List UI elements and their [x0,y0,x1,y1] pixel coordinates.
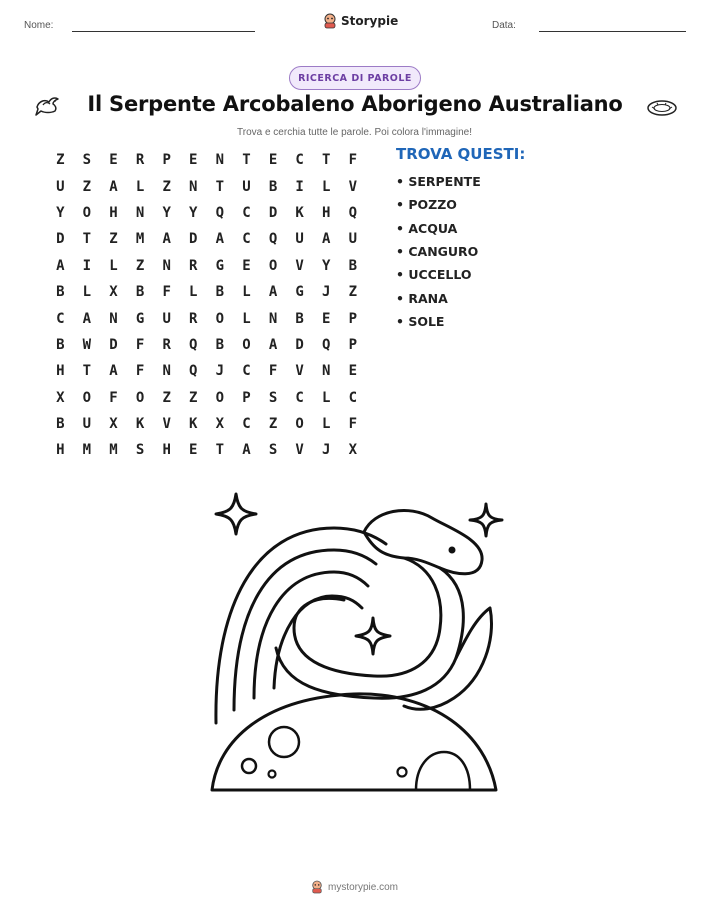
grid-cell[interactable]: D [295,336,304,353]
grid-cell[interactable]: Z [189,389,198,406]
grid-cell[interactable]: G [295,284,304,301]
grid-cell[interactable]: K [189,416,198,433]
grid-cell[interactable]: U [295,231,304,248]
grid-cell[interactable]: D [268,204,278,221]
grid-cell[interactable]: Y [322,257,331,274]
word-list-item: • CANGURO [396,244,479,260]
grid-cell[interactable]: X [56,389,65,406]
grid-cell[interactable]: D [189,231,198,248]
grid-cell[interactable]: R [162,336,171,353]
grid-cell[interactable]: T [82,231,92,248]
grid-cell[interactable]: V [162,416,171,433]
grid-cell[interactable]: P [348,336,358,353]
grid-cell[interactable]: L [242,310,251,327]
grid-cell[interactable]: A [109,363,118,380]
grid-cell[interactable]: O [82,389,92,406]
grid-cell[interactable]: N [322,363,331,380]
grid-cell[interactable]: Z [82,178,92,195]
grid-cell[interactable]: Z [348,284,358,301]
grid-cell[interactable]: O [135,389,145,406]
grid-cell[interactable]: L [322,389,331,406]
grid-cell[interactable]: Q [348,204,358,221]
grid-cell[interactable]: J [322,442,331,459]
grid-cell[interactable]: N [189,178,198,195]
grid-cell[interactable]: D [56,231,65,248]
word-list-item: • UCCELLO [396,267,472,283]
grid-cell[interactable]: L [189,284,198,301]
grid-cell[interactable]: S [82,152,92,169]
grid-cell[interactable]: R [189,257,198,274]
grid-cell[interactable]: O [215,310,225,327]
grid-cell[interactable]: L [322,178,331,195]
footer [0,880,709,894]
grid-cell[interactable]: L [322,416,331,433]
grid-cell[interactable]: A [82,310,92,327]
grid-cell[interactable]: Z [162,389,171,406]
grid-cell[interactable]: S [268,389,278,406]
grid-cell[interactable]: C [242,231,251,248]
grid-cell[interactable]: Z [109,231,118,248]
grid-cell[interactable]: U [242,178,251,195]
grid-cell[interactable]: R [135,152,145,169]
grid-cell[interactable]: A [162,231,171,248]
grid-cell[interactable]: D [109,336,118,353]
grid-cell[interactable]: A [268,336,278,353]
grid-cell[interactable]: I [295,178,304,195]
grid-cell[interactable]: Q [215,204,225,221]
grid-cell[interactable]: O [82,204,92,221]
grid-cell[interactable]: Q [189,336,198,353]
grid-cell[interactable]: V [348,178,358,195]
word-list-item: • SOLE [396,313,445,329]
grid-cell[interactable]: T [322,152,331,169]
grid-cell[interactable]: W [82,336,92,353]
grid-cell[interactable]: O [295,416,304,433]
grid-cell[interactable]: N [162,257,171,274]
grid-cell[interactable]: G [215,257,225,274]
grid-cell[interactable]: K [295,204,304,221]
grid-cell[interactable]: C [242,416,251,433]
grid-cell[interactable]: C [242,363,251,380]
grid-cell[interactable]: Z [268,416,278,433]
grid-cell[interactable]: Z [135,257,145,274]
grid-cell[interactable]: X [109,416,118,433]
grid-cell[interactable]: H [322,204,331,221]
grid-cell[interactable]: N [109,310,118,327]
grid-cell[interactable]: T [215,442,225,459]
grid-cell[interactable]: P [162,152,171,169]
grid-cell[interactable]: B [135,284,145,301]
grid-cell[interactable]: O [268,257,278,274]
grid-cell[interactable]: Z [56,152,65,169]
grid-cell[interactable]: V [295,257,304,274]
grid-cell[interactable]: L [82,284,92,301]
grid-cell[interactable]: Y [162,204,171,221]
grid-cell[interactable]: X [215,416,225,433]
grid-cell[interactable]: O [215,389,225,406]
grid-cell[interactable]: C [295,389,304,406]
grid-cell[interactable]: A [109,178,118,195]
instructions: Trova e cerchia tutte le parole. Poi colora l'immagine! [237,127,472,138]
grid-cell[interactable]: V [295,363,304,380]
grid-cell[interactable]: B [295,310,304,327]
grid-cell[interactable]: H [109,204,118,221]
grid-cell[interactable]: M [109,442,118,459]
grid-cell[interactable]: U [348,231,358,248]
grid-cell[interactable]: F [135,336,145,353]
grid-cell[interactable]: F [268,363,278,380]
dish-icon [646,99,678,117]
grid-cell[interactable]: S [268,442,278,459]
grid-cell[interactable]: N [268,310,278,327]
sparkle-icon [470,504,502,536]
grid-cell[interactable]: Y [56,204,65,221]
grid-cell[interactable]: Q [268,231,278,248]
grid-cell[interactable]: P [348,310,358,327]
grid-cell[interactable]: J [215,363,225,380]
grid-cell[interactable]: R [189,310,198,327]
grid-cell[interactable]: A [268,284,278,301]
grid-cell[interactable]: O [242,336,251,353]
grid-cell[interactable]: U [56,178,65,195]
grid-cell[interactable]: B [215,284,225,301]
grid-cell[interactable]: L [242,284,251,301]
grid-cell[interactable]: G [135,310,145,327]
sparkle-icon [216,494,256,534]
rainbow-serpent-illustration [204,488,504,800]
grid-cell[interactable]: T [242,152,251,169]
grid-cell[interactable]: E [268,152,278,169]
name-line [72,31,255,32]
grid-cell[interactable]: J [322,284,331,301]
word-list-item: • RANA [396,290,448,306]
grid-cell[interactable]: F [348,416,358,433]
grid-cell[interactable]: U [162,310,171,327]
grid-cell[interactable]: H [56,363,65,380]
word-search-grid [47,147,366,464]
grid-cell[interactable]: H [162,442,171,459]
word-list-item: • POZZO [396,197,457,213]
grid-cell[interactable]: F [162,284,171,301]
word-list [396,170,481,333]
grid-cell[interactable]: B [215,336,225,353]
grid-cell[interactable]: B [348,257,358,274]
grid-cell[interactable]: C [295,152,304,169]
grid-cell[interactable]: Y [189,204,198,221]
word-list-title: TROVA QUESTI: [396,145,526,163]
grid-cell[interactable]: F [109,389,118,406]
date-line [539,31,686,32]
grid-cell[interactable]: C [348,389,358,406]
grid-cell[interactable]: E [348,363,358,380]
grid-cell[interactable]: Q [189,363,198,380]
grid-cell[interactable]: F [135,363,145,380]
grid-cell[interactable]: A [322,231,331,248]
grid-cell[interactable]: A [215,231,225,248]
grid-cell[interactable]: S [135,442,145,459]
grid-cell[interactable]: N [215,152,225,169]
grid-cell[interactable]: X [348,442,358,459]
storypie-logo-icon [323,13,337,29]
grid-cell[interactable]: F [348,152,358,169]
footer-url[interactable]: mystorypie.com [327,881,398,893]
grid-cell[interactable]: M [82,442,92,459]
grid-cell[interactable]: T [82,363,92,380]
grid-cell[interactable]: Q [322,336,331,353]
grid-cell[interactable]: C [56,310,65,327]
grid-cell[interactable]: M [135,231,145,248]
grid-cell[interactable]: E [189,152,198,169]
activity-badge: RICERCA DI PAROLE [289,66,421,90]
word-list-item: • ACQUA [396,220,458,236]
grid-cell[interactable]: C [242,204,251,221]
grid-cell[interactable]: B [56,336,65,353]
grid-cell[interactable]: P [242,389,251,406]
grid-cell[interactable]: N [135,204,145,221]
storypie-logo-icon [311,880,323,894]
grid-cell[interactable]: H [56,442,65,459]
grid-cell[interactable]: E [322,310,331,327]
grid-cell[interactable]: N [162,363,171,380]
grid-cell[interactable]: E [109,152,118,169]
date-label: Data: [492,20,516,31]
grid-cell[interactable]: B [268,178,278,195]
grid-cell[interactable]: B [56,284,65,301]
grid-cell[interactable]: U [82,416,92,433]
grid-cell[interactable]: B [56,416,65,433]
grid-cell[interactable]: I [82,257,92,274]
page-title: Il Serpente Arcobaleno Aborigeno Australiano [87,92,623,116]
grid-cell[interactable]: K [135,416,145,433]
grid-cell[interactable]: E [242,257,251,274]
grid-cell[interactable]: T [215,178,225,195]
sparkle-icon [356,618,390,654]
grid-cell[interactable]: L [135,178,145,195]
name-label: Nome: [24,20,54,31]
grid-cell[interactable]: A [56,257,65,274]
brand [323,13,398,29]
bird-icon [33,93,63,119]
grid-cell[interactable]: E [189,442,198,459]
grid-cell[interactable]: L [109,257,118,274]
word-list-item: • SERPENTE [396,174,481,190]
grid-cell[interactable]: V [295,442,304,459]
grid-cell[interactable]: Z [162,178,171,195]
grid-cell[interactable]: A [242,442,251,459]
brand-name: Storypie [341,14,399,28]
grid-cell[interactable]: X [109,284,118,301]
